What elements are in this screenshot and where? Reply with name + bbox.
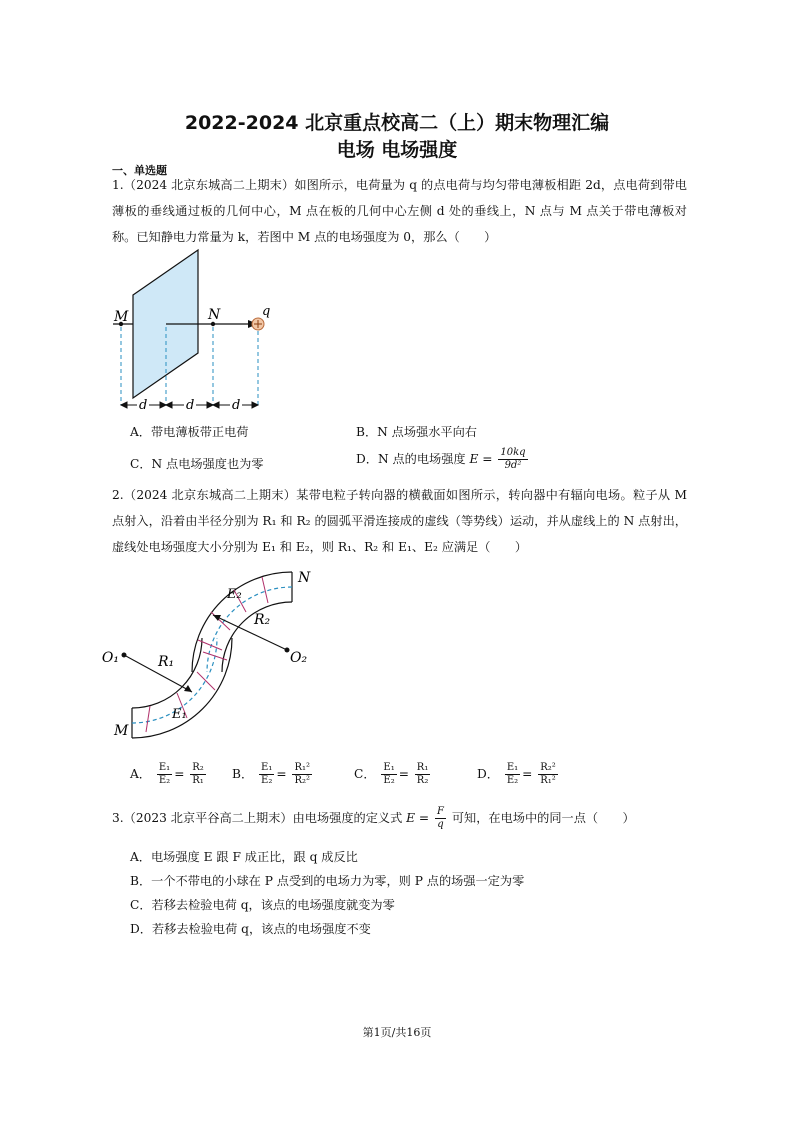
q3-option-c[interactable]: C．若移去检验电荷 q，该点的电场强度就变为零: [130, 898, 395, 912]
label-N: N: [208, 307, 221, 323]
frac-numerator: R₁²: [294, 762, 310, 773]
label-d: d: [232, 398, 241, 413]
q2-option-b[interactable]: B． $\frac{\text{E₁}}{\text{E₂}}$ = $\frac{\text{R₁²}}{\text{R₂²}}$: [232, 762, 310, 786]
q1-option-c[interactable]: C．N 点电场强度也为零: [130, 457, 264, 471]
q1-option-d-text: D．N 点的电场强度: [356, 452, 466, 466]
q2-figure: [101, 560, 311, 745]
frac-numerator: F: [437, 806, 444, 817]
frac-denominator: R₂²: [294, 775, 310, 786]
q3-option-d[interactable]: D．若移去检验电荷 q，该点的电场强度不变: [130, 922, 371, 936]
frac-numerator: R₁: [416, 762, 429, 773]
label-O2: O₂: [290, 650, 308, 666]
frac-right: [538, 762, 558, 787]
q1-option-d-E: E =: [469, 452, 493, 466]
frac-left: [381, 762, 396, 787]
label-d: d: [186, 398, 195, 413]
label-N: N: [298, 570, 311, 586]
frac-numerator: R₂: [192, 762, 204, 773]
q3-option-a[interactable]: A．电场强度 E 跟 F 成正比，跟 q 成反比: [130, 850, 358, 864]
q1-option-b[interactable]: B．N 点场强水平向右: [356, 425, 477, 439]
q3-stem: [112, 806, 635, 831]
q3-def-fraction: [435, 806, 446, 831]
page-subtitle: 电场 电场强度: [336, 139, 458, 161]
frac-numerator: E₁: [383, 762, 395, 773]
q1-option-d-fraction: [498, 447, 527, 472]
q2-option-c[interactable]: C． $\frac{\text{E₁}}{\text{E₂}}$ = $\frac{\text{R₁}}{\text{R₂}}$: [354, 762, 429, 786]
q1-stem: 1.（2024 北京东城高二上期末）如图所示，电荷量为 q 的点电荷与均匀带电薄板相距 2d，点电荷到带电薄板的垂线通过板的几何中心，M 点在板的几何中心左侧 d 处的垂线上，N 点与 M 点关于带电薄板对称。已知静电力常量为 k，若图中 M 点的电场强度为 0，那么（ ）: [112, 178, 687, 244]
page-footer: 第1页/共16页: [362, 1026, 432, 1039]
frac-denominator: E₂: [506, 775, 519, 786]
option-letter: A．: [130, 767, 151, 781]
q2-option-d[interactable]: D． $\frac{\text{E₁}}{\text{E₂}}$ = $\frac{\text{R₂²}}{\text{R₁²}}$: [477, 762, 556, 786]
page-title: 2022-2024 北京重点校高二（上）期末物理汇编: [184, 112, 610, 134]
frac-denominator: 9d²: [504, 460, 522, 471]
q1-option-d[interactable]: [356, 447, 530, 472]
inner-arc-lower: [132, 638, 202, 708]
label-M: M: [114, 723, 129, 739]
label-E1: E₁: [172, 707, 187, 722]
frac-left: [505, 762, 520, 787]
frac-numerator: E₁: [158, 762, 171, 773]
frac-right: [415, 762, 431, 787]
outer-arc-upper: [192, 572, 292, 672]
frac-denominator: R₂: [416, 775, 429, 786]
q2-option-a[interactable]: A． $\frac{\text{E₁}}{\text{E₂}}$ = $\frac{\text{R₂}}{\text{R₁}}$: [130, 762, 204, 786]
option-letter: D．: [477, 767, 499, 781]
option-letter: C．: [354, 767, 376, 781]
frac-denominator: R₁: [192, 775, 204, 786]
label-q: q: [262, 304, 271, 319]
q2-stem: 2.（2024 北京东城高二上期末）某带电粒子转向器的横截面如图所示，转向器中有辐向电场。粒子从 M 点射入，沿着由半径分别为 R₁ 和 R₂ 的圆弧平滑连接成的虚线（等势线）运动，并从虚线上的 N 点射出，虚线处电场强度大小分别为 E₁ 和 E₂，则 R₁、R₂ 和 E₁、E₂ 应满足（ ）: [112, 488, 687, 554]
frac-left: [157, 762, 172, 787]
q3-stem-part-a: 3.（2023 北京平谷高二上期末）由电场强度的定义式: [112, 811, 403, 825]
frac-numerator: E₁: [506, 762, 519, 773]
label-R1: R₁: [158, 654, 175, 670]
option-letter: B．: [232, 767, 254, 781]
label-E2: E₂: [227, 587, 242, 602]
frac-numerator: E₁: [261, 762, 273, 773]
frac-right: [190, 762, 206, 787]
section-heading: 一、单选题: [112, 164, 167, 177]
frac-denominator: E₂: [383, 775, 395, 786]
frac-right: [292, 762, 312, 787]
q3-stem-part-b: 可知，在电场中的同一点（ ）: [451, 811, 635, 825]
label-M: M: [114, 309, 129, 325]
frac-denominator: E₂: [261, 775, 273, 786]
label-d: d: [139, 398, 148, 413]
frac-numerator: R₂²: [540, 762, 556, 773]
q1-figure: [108, 245, 278, 415]
q3-def-E: E =: [406, 811, 430, 825]
frac-numerator: 10kq: [500, 447, 526, 458]
frac-denominator: q: [437, 819, 444, 830]
label-R2: R₂: [254, 612, 271, 628]
q1-option-a[interactable]: A．带电薄板带正电荷: [130, 425, 249, 439]
q3-option-b[interactable]: B．一个不带电的小球在 P 点受到的电场力为零，则 P 点的场强一定为零: [130, 874, 525, 888]
frac-left: [259, 762, 274, 787]
frac-denominator: E₂: [158, 775, 171, 786]
label-O1: O₁: [101, 650, 119, 666]
frac-denominator: R₁²: [540, 775, 556, 786]
